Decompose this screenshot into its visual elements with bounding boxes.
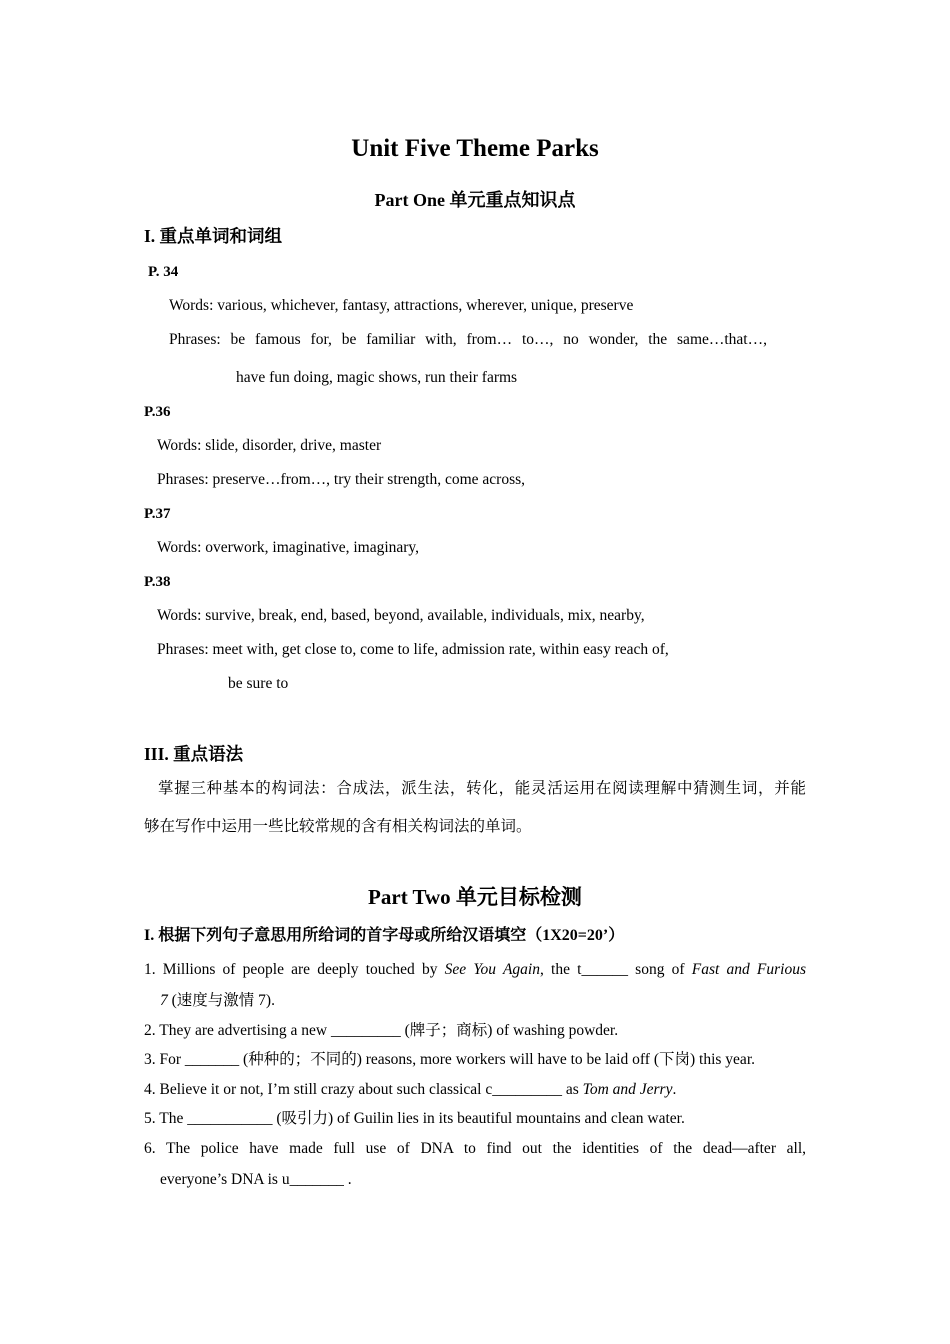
exercise-item-6-line2: everyone’s DNA is u_______ . bbox=[160, 1171, 352, 1188]
p34-phrases-line2: have fun doing, magic shows, run their farms bbox=[236, 369, 518, 386]
p38-phrases-line2: be sure to bbox=[228, 675, 289, 692]
p36-words: Words: slide, disorder, drive, master bbox=[157, 437, 382, 454]
document-title: Unit Five Theme Parks bbox=[351, 135, 599, 162]
exercise-item-6-line1: 6. The police have made full use of DNA to find out the identities of the dead—after all, bbox=[144, 1140, 806, 1157]
p36-phrases: Phrases: preserve…from…, try their strength, come across, bbox=[157, 471, 526, 488]
page-label-p38: P.38 bbox=[144, 574, 171, 590]
exercise-item-1-line2: 7 (速度与激情 7). bbox=[160, 992, 275, 1009]
exercise-item-2: 2. They are advertising a new _________ (牌子；商标) of washing powder. bbox=[144, 1022, 619, 1039]
exercise-item-1-line1: 1. Millions of people are deeply touched by See You Again, the t______ song of Fast and Furious bbox=[144, 961, 806, 978]
grammar-line2: 够在写作中运用一些比较常规的含有相关构词法的单词。 bbox=[144, 818, 532, 835]
page-label-p34: P. 34 bbox=[148, 264, 179, 280]
part-one-heading: Part One 单元重点知识点 bbox=[374, 190, 576, 210]
exercise-item-4: 4. Believe it or not, I’m still crazy about such classical c_________ as Tom and Jerry. bbox=[144, 1081, 677, 1098]
section-vocabulary-heading: I. 重点单词和词组 bbox=[144, 226, 283, 246]
exercise-item-5: 5. The ___________ (吸引力) of Guilin lies in its beautiful mountains and clean water. bbox=[144, 1110, 685, 1127]
page-label-p36: P.36 bbox=[144, 404, 171, 420]
exercise-item-3: 3. For _______ (种种的；不同的) reasons, more workers will have to be laid off (下岗) this year. bbox=[144, 1051, 755, 1068]
exercise-instructions: I. 根据下列句子意思用所给词的首字母或所给汉语填空（1X20=20’） bbox=[144, 927, 625, 944]
p34-phrases-line1: Phrases: be famous for, be familiar with, from… to…, no wonder, the same…that…, bbox=[169, 331, 767, 348]
p38-phrases-line1: Phrases: meet with, get close to, come to life, admission rate, within easy reach of, bbox=[157, 641, 669, 658]
grammar-line1: 掌握三种基本的构词法：合成法，派生法，转化，能灵活运用在阅读理解中猜测生词，并能 bbox=[158, 780, 806, 797]
p38-words: Words: survive, break, end, based, beyond, available, individuals, mix, nearby, bbox=[157, 607, 645, 624]
part-two-heading: Part Two 单元目标检测 bbox=[368, 885, 582, 909]
section-grammar-heading: III. 重点语法 bbox=[144, 744, 244, 764]
p37-words: Words: overwork, imaginative, imaginary, bbox=[157, 539, 420, 556]
page-label-p37: P.37 bbox=[144, 506, 171, 522]
p34-words: Words: various, whichever, fantasy, attractions, wherever, unique, preserve bbox=[169, 297, 634, 314]
